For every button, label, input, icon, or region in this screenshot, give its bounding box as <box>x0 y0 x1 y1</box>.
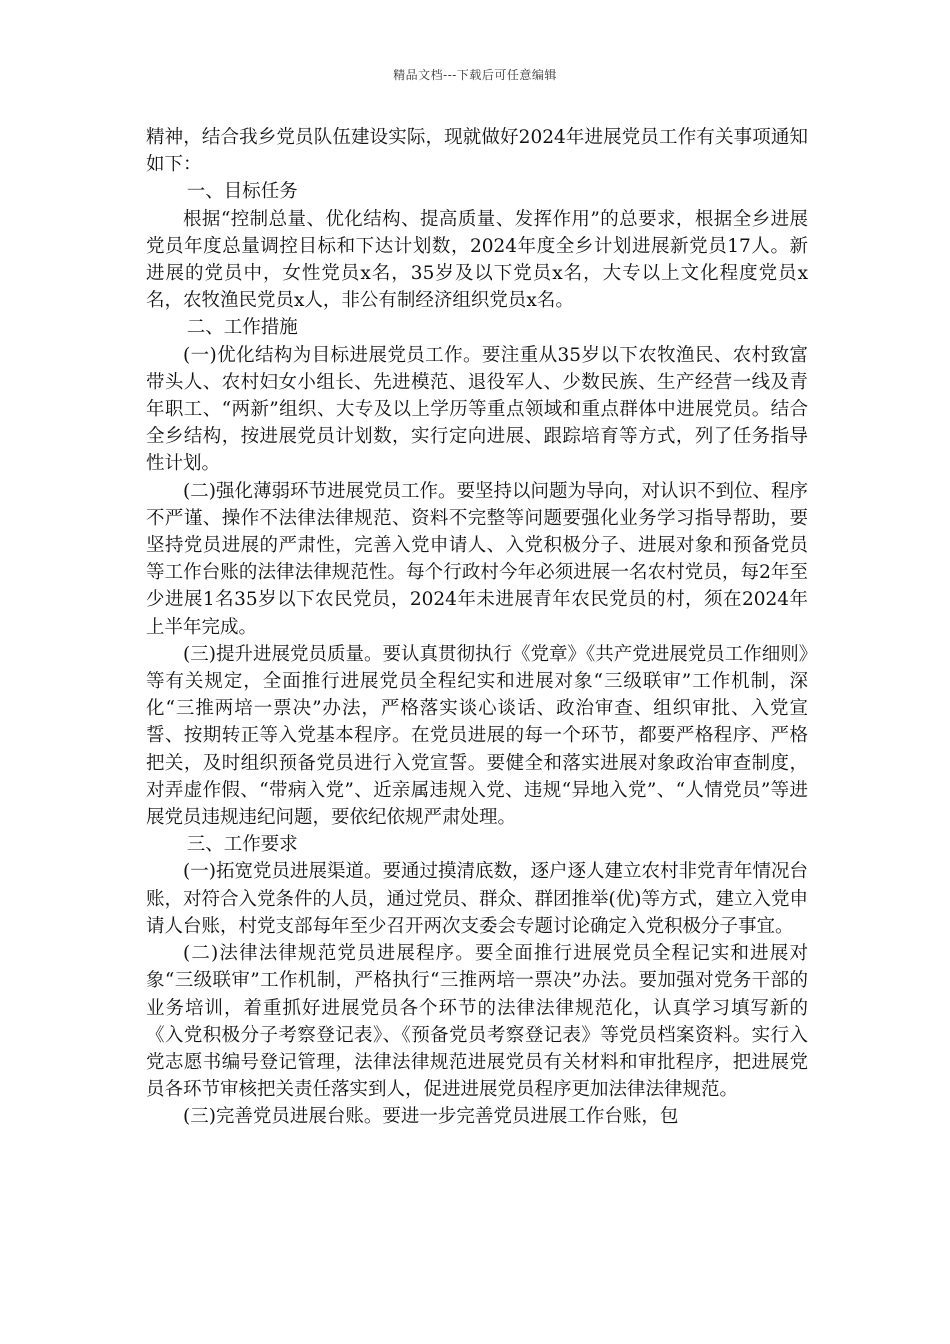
page-header: 精品文档---下载后可任意编辑 <box>393 68 557 82</box>
paragraph-intro: 精神，结合我乡党员队伍建设实际，现就做好2024年进展党员工作有关事项通知如下： <box>146 127 808 176</box>
document-body <box>146 124 808 1131</box>
paragraph-measure-1: (一)优化结构为目标进展党员工作。要注重从35岁以下农牧渔民、农村致富带头人、农村妇女小组长、先进模范、退役军人、少数民族、生产经营一线及青年职工、“两新”组织、大专及以上学历等重点领域和重点群体中进展党员。结合全乡结构，按进展党员计划数，实行定向进展、跟踪培育等方式，列了任务指导性计划。 <box>146 344 808 475</box>
paragraph-goals: 根据“控制总量、优化结构、提高质量、发挥作用”的总要求，根据全乡进展党员年度总量调控目标和下达计划数，2024年度全乡计划进展新党员17人。新进展的党员中，女性党员x名，35岁及以下党员x名，大专以上文化程度党员x名，农牧渔民党员x人，非公有制经济组织党员x名。 <box>146 208 808 312</box>
paragraph-requirement-3: (三)完善党员进展台账。要进一步完善党员进展工作台账，包 <box>183 1106 679 1128</box>
section-heading-requirements: 三、工作要求 <box>186 834 298 856</box>
paragraph-measure-2: (二)强化薄弱环节进展党员工作。要坚持以问题为导向，对认识不到位、程序不严谨、操作不法律法律规范、资料不完整等问题要强化业务学习指导帮助，要坚持党员进展的严肃性，完善入党申请人、入党积极分子、进展对象和预备党员等工作台账的法律法律规范性。每个行政村今年必须进展一名农村党员，每2年至少进展1名35岁以下农民党员，2024年未进展青年农民党员的村，须在2024年上半年完成。 <box>146 480 808 638</box>
section-heading-goals: 一、目标任务 <box>186 181 298 203</box>
section-heading-measures: 二、工作措施 <box>186 317 298 339</box>
paragraph-requirement-1: (一)拓宽党员进展渠道。要通过摸清底数，逐户逐人建立农村非党青年情况台账，对符合入党条件的人员，通过党员、群众、群团推举(优)等方式，建立入党申请人台账，村党支部每年至少召开两次支委会专题讨论确定入党积极分子事宜。 <box>146 861 808 937</box>
paragraph-measure-3: (三)提升进展党员质量。要认真贯彻执行《党章》《共产党进展党员工作细则》等有关规定，全面推行进展党员全程纪实和进展对象“三级联审”工作机制，深化“三推两培一票决”办法，严格落实谈心谈话、政治审查、组织审批、入党宣誓、按期转正等入党基本程序。在党员进展的每一个环节，都要严格程序、严格把关，及时组织预备党员进行入党宣誓。要健全和落实进展对象政治审查制度，对弄虚作假、“带病入党”、近亲属违规入党、违规“异地入党”、“人情党员”等进展党员违规违纪问题，要依纪依规严肃处理。 <box>146 643 808 829</box>
paragraph-requirement-2: (二)法律法律规范党员进展程序。要全面推行进展党员全程记实和进展对象“三级联审”工作机制，严格执行“三推两培一票决”办法。要加强对党务干部的业务培训，着重抓好进展党员各个环节的法律法律规范化，认真学习填写新的《入党积极分子考察登记表》、《预备党员考察登记表》等党员档案资料。实行入党志愿书编号登记管理，法律法律规范进展党员有关材料和审批程序，把进展党员各环节审核把关责任落实到人，促进进展党员程序更加法律法律规范。 <box>146 943 808 1101</box>
